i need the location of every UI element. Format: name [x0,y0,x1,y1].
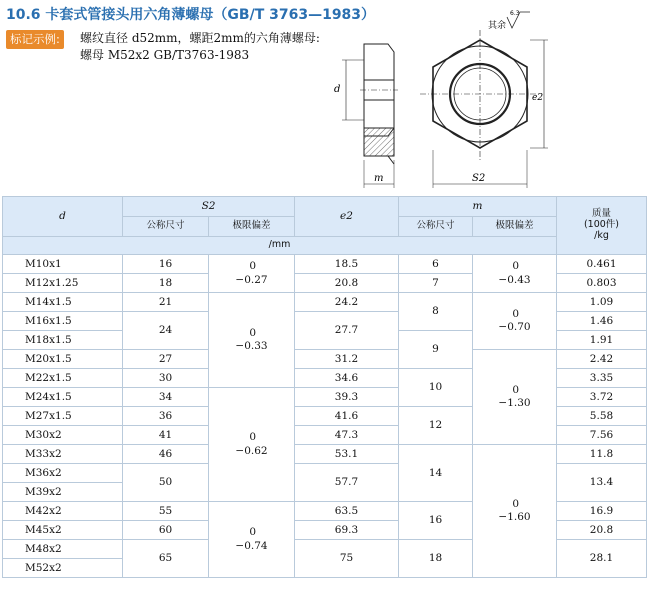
header-mass-title: 质量 [591,208,611,220]
cell-d: M36x2 [3,464,123,483]
cell-d: M16x1.5 [3,312,123,331]
cell-s2: 41 [123,426,209,445]
cell-d: M10x1 [3,255,123,274]
cell-m-tol: 0 −0.43 [473,255,557,293]
nut-side-view [342,44,398,188]
cell-m: 7 [399,274,473,293]
table-row [3,350,647,369]
cell-s2: 65 [123,540,209,578]
cell-mass: 0.803 [557,274,647,293]
nut-front-view [420,30,548,188]
cell-e2: 20.8 [295,274,399,293]
cell-e2: 34.6 [295,369,399,388]
cell-e2: 41.6 [295,407,399,426]
cell-mass: 1.46 [557,312,647,331]
cell-d: M18x1.5 [3,331,123,350]
cell-m: 12 [399,407,473,445]
header-mass-sub: (100件) [583,219,620,231]
cell-m: 10 [399,369,473,407]
cell-mass: 11.8 [557,445,647,464]
cell-m: 18 [399,540,473,578]
cell-m: 8 [399,293,473,331]
table-row [3,293,647,312]
roughness-value: 6.3 [510,10,520,17]
header-s2-tolerance: 极限偏差 [209,217,295,237]
cell-s2: 36 [123,407,209,426]
cell-s2: 24 [123,312,209,350]
header-mass [557,197,647,255]
cell-d: M14x1.5 [3,293,123,312]
cell-d: M42x2 [3,502,123,521]
cell-m-tol: 0 −0.70 [473,293,557,350]
cell-m: 14 [399,445,473,502]
cell-d: M22x1.5 [3,369,123,388]
cell-mass: 16.9 [557,502,647,521]
header-mass-unit: /kg [594,229,609,241]
cell-d: M30x2 [3,426,123,445]
header-m-nominal: 公称尺寸 [399,217,473,237]
cell-d: M20x1.5 [3,350,123,369]
cell-s2: 46 [123,445,209,464]
hex-nut-drawing [310,0,550,195]
cell-e2: 57.7 [295,464,399,502]
cell-d: M45x2 [3,521,123,540]
header-e2: e2 [295,197,399,237]
cell-mass: 28.1 [557,540,647,578]
cell-mass: 1.91 [557,331,647,350]
rest-label: 其余 [488,21,507,31]
header-d: d [3,197,123,237]
cell-s2: 55 [123,502,209,521]
spec-table [2,196,647,578]
cell-m-tol: 0 −1.60 [473,445,557,578]
cell-mass: 7.56 [557,426,647,445]
cell-mass: 2.42 [557,350,647,369]
dim-e-label: e2 [532,93,544,103]
cell-d: M12x1.25 [3,274,123,293]
cell-m: 16 [399,502,473,540]
header-unit: /mm [3,237,557,255]
cell-e2: 47.3 [295,426,399,445]
cell-s2: 21 [123,293,209,312]
marking-line-2: 螺母 M52x2 GB/T3763-1983 [80,48,250,62]
cell-e2: 63.5 [295,502,399,521]
cell-s2: 30 [123,369,209,388]
cell-m: 6 [399,255,473,274]
table-row [3,255,647,274]
cell-s2-tol: 0 −0.74 [209,502,295,578]
cell-d: M33x2 [3,445,123,464]
cell-e2: 24.2 [295,293,399,312]
cell-d: M48x2 [3,540,123,559]
cell-d: M52x2 [3,559,123,578]
dim-d-label: d [334,84,341,95]
cell-d: M39x2 [3,483,123,502]
cell-s2-tol: 0 −0.62 [209,388,295,502]
dim-s-label: S2 [472,173,486,184]
cell-s2: 34 [123,388,209,407]
cell-s2: 60 [123,521,209,540]
cell-mass: 20.8 [557,521,647,540]
cell-d: M27x1.5 [3,407,123,426]
cell-s2: 27 [123,350,209,369]
cell-m-tol: 0 −1.30 [473,350,557,445]
cell-e2: 53.1 [295,445,399,464]
header-m: m [399,197,557,217]
cell-e2: 75 [295,540,399,578]
cell-s2-tol: 0 −0.33 [209,293,295,388]
cell-e2: 27.7 [295,312,399,350]
page-title: 10.6 卡套式管接头用六角薄螺母（GB/T 3763—1983） [6,7,376,23]
cell-m: 9 [399,331,473,369]
cell-mass: 3.35 [557,369,647,388]
header-m-tolerance: 极限偏差 [473,217,557,237]
table-row [3,445,647,464]
cell-mass: 1.09 [557,293,647,312]
cell-s2: 50 [123,464,209,502]
header-s2: S2 [123,197,295,217]
marking-line-1: 螺纹直径 d52mm，螺距2mm的六角薄螺母: [80,31,320,45]
marking-label: 标记示例: [6,30,64,49]
cell-s2: 18 [123,274,209,293]
cell-mass: 5.58 [557,407,647,426]
header-s2-nominal: 公称尺寸 [123,217,209,237]
cell-s2-tol: 0 −0.27 [209,255,295,293]
cell-mass: 3.72 [557,388,647,407]
cell-e2: 18.5 [295,255,399,274]
cell-s2: 16 [123,255,209,274]
cell-d: M24x1.5 [3,388,123,407]
cell-mass: 0.461 [557,255,647,274]
cell-mass: 13.4 [557,464,647,502]
dim-m-label: m [374,173,384,184]
cell-e2: 31.2 [295,350,399,369]
cell-e2: 69.3 [295,521,399,540]
cell-e2: 39.3 [295,388,399,407]
